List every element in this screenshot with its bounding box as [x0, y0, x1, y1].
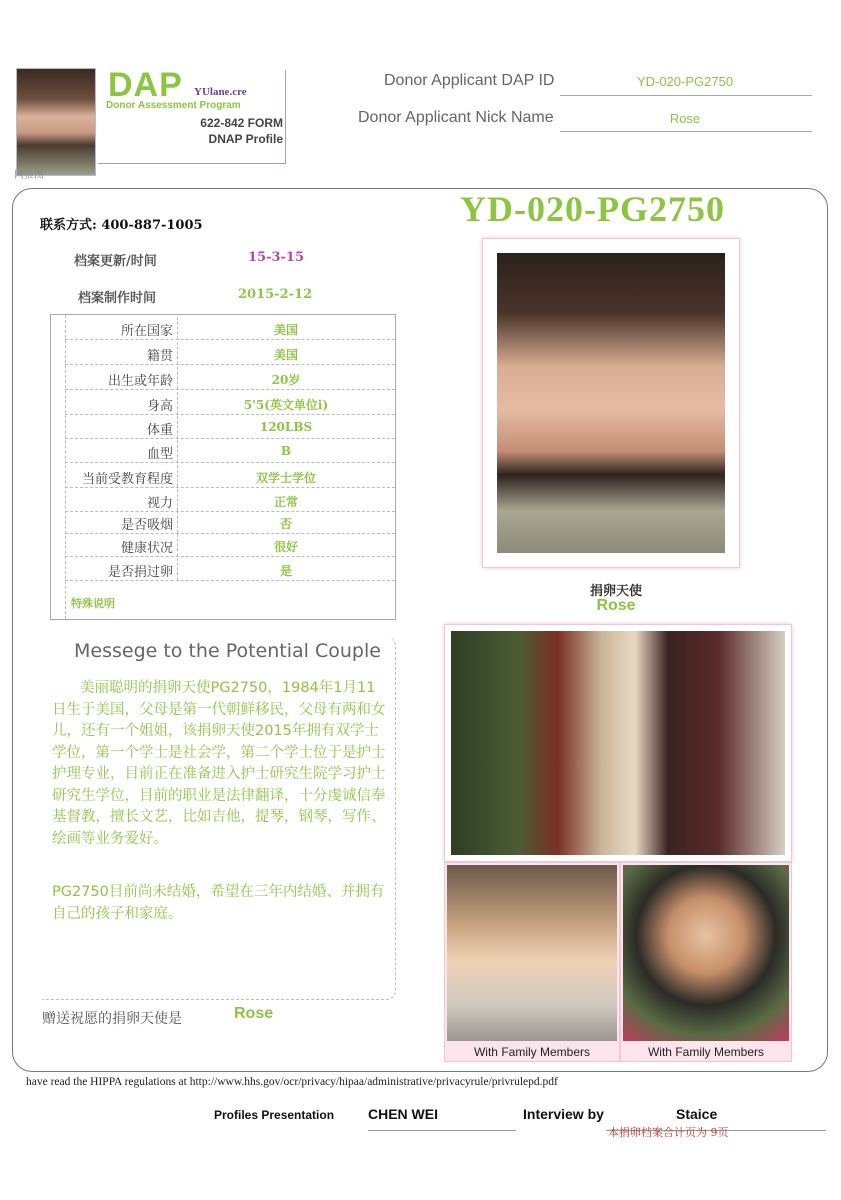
row-value: 正常	[273, 495, 298, 509]
baby-image	[447, 865, 617, 1041]
christmas-tree-photo	[444, 624, 792, 862]
dap-id-label: Donor Applicant DAP ID	[384, 72, 555, 89]
row-value: B	[280, 444, 292, 458]
child-photo-caption: With Family Members	[647, 1045, 764, 1059]
logo-program: Donor Assessment Program	[106, 100, 241, 111]
nick-name-label: Donor Applicant Nick Name	[358, 109, 554, 126]
table-row	[65, 416, 395, 439]
presentation-value: CHEN WEI	[368, 1106, 438, 1122]
baby-photo-caption: With Family Members	[473, 1045, 590, 1059]
gift-label: 赠送祝愿的捐卵天使是	[42, 1011, 182, 1027]
child-image	[623, 865, 789, 1041]
message-title: Messege to the Potential Couple	[74, 640, 381, 662]
gift-name: Rose	[234, 1005, 274, 1022]
table-row	[65, 465, 395, 488]
table-row	[65, 511, 395, 534]
created-label: 档案制作时间	[78, 291, 157, 306]
angel-label: 捐卵天使	[589, 584, 642, 599]
row-value: 双学士学位	[255, 471, 316, 485]
logo-form-number: 622-842 FORM	[200, 116, 283, 130]
baby-photo	[444, 862, 620, 1062]
child-photo	[620, 862, 792, 1062]
row-value: 很好	[273, 540, 298, 554]
presentation-underline	[368, 1130, 516, 1131]
table-row	[65, 392, 395, 415]
row-key: 出生或年龄	[107, 374, 173, 389]
row-value: 否	[279, 517, 292, 531]
table-row	[65, 558, 395, 581]
dap-logo	[98, 66, 286, 164]
interview-value: Staice	[676, 1106, 718, 1122]
interview-label: Interview by	[523, 1106, 604, 1122]
updated-label: 档案更新/时间	[74, 254, 157, 269]
donor-portrait-photo	[482, 238, 740, 568]
updated-value: 15-3-15	[248, 250, 305, 265]
angel-name: Rose	[596, 597, 636, 614]
row-key: 当前受教育程度	[81, 472, 173, 487]
row-key: 身高	[146, 399, 173, 414]
table-row	[65, 317, 395, 340]
message-paragraph-1: 美丽聪明的捐卵天使PG2750，1984年1月11日生于美国，父母是第一代朝鲜移民，父母有两和女儿，还有一个姐姐，该捐卵天使2015年拥有双学士学位，第一个学士是社会学，第二个学士位于是护士护理专业，目前正在准备进入护士研究生院学习护士研究生学位，目前的职业是法律翻译，十分虔诚信奉基督教，擅长文艺，比如吉他，提琴，钢琴，写作、绘画等业务爱好。	[52, 680, 386, 847]
logo-profile-label: DNAP Profile	[208, 132, 283, 146]
table-row	[65, 342, 395, 365]
thumbnail-caption: 网推图	[14, 170, 44, 181]
logo-brand: DAP	[108, 66, 183, 104]
message-paragraph-2: PG2750目前尚未结婚，希望在三年内结婚、并拥有自己的孩子和家庭。	[52, 884, 385, 922]
donor-thumbnail-photo	[16, 68, 96, 176]
row-value: 5'5(英文单位i)	[243, 398, 329, 412]
row-key: 体重	[146, 423, 173, 438]
page-count-note: 本捐卵档案合计页为 9页	[608, 1126, 729, 1139]
row-key: 所在国家	[120, 324, 173, 339]
row-value: 美国	[273, 348, 298, 362]
special-note-label: 特殊说明	[71, 597, 115, 610]
dap-id-underline	[560, 95, 812, 96]
hippa-notice: have read the HIPPA regulations at http://www.hhs.gov/ocr/privacy/hipaa/administrative/privacyrule/privrulepd.pdf	[26, 1076, 558, 1088]
row-key: 血型	[146, 447, 173, 462]
row-key: 健康状况	[120, 541, 173, 556]
row-value: 是	[279, 564, 292, 578]
table-row	[65, 534, 395, 557]
created-value: 2015-2-12	[238, 287, 313, 302]
logo-ulane: YUlane.cre	[194, 86, 247, 98]
tree-image	[451, 631, 785, 855]
row-value: 120LBS	[259, 420, 313, 434]
table-row	[65, 440, 395, 463]
nick-name-value: Rose	[669, 111, 701, 126]
table-row	[65, 489, 395, 512]
row-key: 是否捐过卵	[107, 565, 173, 580]
table-row	[65, 367, 395, 390]
profile-id-heading: YD-020-PG2750	[460, 189, 725, 229]
dap-id-value: YD-020-PG2750	[636, 74, 734, 89]
row-key: 视力	[146, 496, 173, 511]
row-value: 20岁	[271, 373, 301, 387]
portrait-image	[497, 253, 725, 553]
presentation-label: Profiles Presentation	[214, 1108, 335, 1122]
contact-info: 联系方式: 400-887-1005	[40, 218, 203, 233]
row-value: 美国	[273, 323, 298, 337]
row-key: 是否吸烟	[120, 518, 173, 533]
nick-name-underline	[560, 131, 812, 132]
row-key: 籍贯	[146, 349, 173, 364]
donor-info-table	[50, 314, 396, 620]
